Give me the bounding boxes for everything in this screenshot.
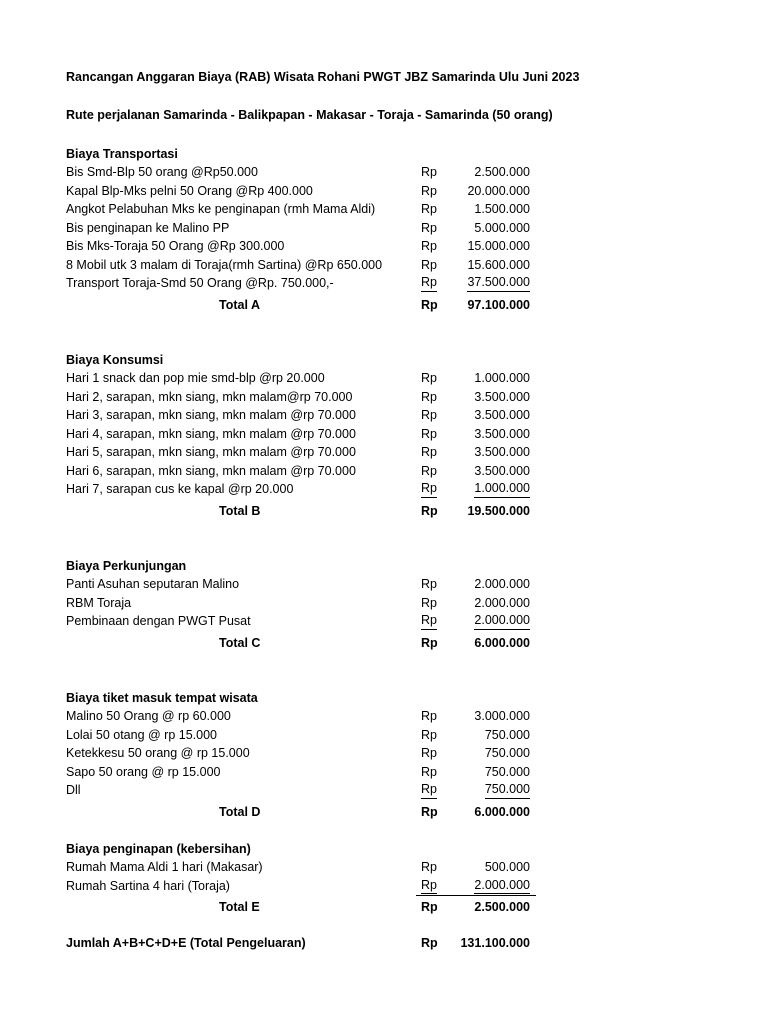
item-label: RBM Toraja — [66, 595, 132, 610]
item-label: Panti Asuhan seputaran Malino — [66, 577, 240, 591]
item-label: Ketekkesu 50 orang @ rp 15.000 — [66, 746, 250, 760]
budget-line-item — [0, 726, 768, 745]
item-currency: Rp — [421, 781, 437, 799]
item-amount: 2.500.000 — [474, 165, 530, 179]
budget-line-item — [0, 877, 768, 896]
item-amount: 750.000 — [484, 746, 530, 760]
section-title: Biaya Transportasi — [66, 147, 178, 161]
item-currency: Rp — [421, 480, 437, 498]
grand-total-label: Jumlah A+B+C+D+E (Total Pengeluaran) — [66, 936, 306, 950]
item-label: Rumah Mama Aldi 1 hari (Makasar) — [66, 860, 263, 874]
item-currency: Rp — [421, 165, 437, 179]
section-total-row — [0, 295, 768, 315]
budget-line-item — [0, 256, 768, 275]
item-currency: Rp — [421, 389, 437, 404]
budget-line-item — [0, 462, 768, 481]
item-amount: 2.000.000 — [474, 877, 530, 895]
item-currency: Rp — [421, 408, 437, 422]
budget-line-item — [0, 182, 768, 201]
item-label: Bis Smd-Blp 50 orang @Rp50.000 — [66, 165, 258, 179]
grand-total-amount: 131.100.000 — [460, 936, 530, 950]
item-amount: 15.000.000 — [467, 239, 530, 253]
budget-line-item — [0, 480, 768, 499]
item-label: 8 Mobil utk 3 malam di Toraja(rmh Sartina) @Rp 650.000 — [66, 257, 383, 272]
total-amount: 2.500.000 — [474, 900, 530, 914]
item-amount: 3.500.000 — [474, 389, 530, 404]
item-label: Rumah Sartina 4 hari (Toraja) — [66, 878, 230, 893]
total-currency: Rp — [421, 635, 438, 650]
item-label: Hari 3, sarapan, mkn siang, mkn malam @rp 70.000 — [66, 408, 356, 422]
item-amount: 500.000 — [484, 860, 530, 874]
item-currency: Rp — [421, 764, 437, 779]
document-title: Rancangan Anggaran Biaya (RAB) Wisata Rohani PWGT JBZ Samarinda Ulu Juni 2023 — [66, 70, 580, 84]
item-currency: Rp — [421, 202, 437, 216]
item-currency: Rp — [421, 274, 437, 292]
item-currency: Rp — [421, 860, 437, 874]
total-separator-line — [416, 895, 536, 896]
item-amount: 750.000 — [484, 727, 530, 742]
total-currency: Rp — [421, 900, 438, 914]
total-currency: Rp — [421, 503, 438, 518]
item-label: Hari 7, sarapan cus ke kapal @rp 20.000 — [66, 482, 294, 496]
item-amount: 3.000.000 — [474, 709, 530, 723]
budget-line-item — [0, 237, 768, 256]
item-currency: Rp — [421, 612, 437, 630]
budget-line-item — [0, 763, 768, 782]
item-label: Dll — [66, 783, 81, 797]
item-amount: 3.500.000 — [474, 408, 530, 422]
item-amount: 3.500.000 — [474, 445, 530, 459]
item-currency: Rp — [421, 746, 437, 760]
section-title: Biaya Konsumsi — [66, 353, 164, 367]
total-amount: 97.100.000 — [467, 297, 530, 312]
budget-line-item — [0, 200, 768, 219]
budget-line-item — [0, 219, 768, 238]
grand-total-currency: Rp — [421, 936, 438, 950]
item-amount: 1.500.000 — [474, 202, 530, 216]
item-currency: Rp — [421, 877, 437, 895]
item-label: Kapal Blp-Mks pelni 50 Orang @Rp 400.000 — [66, 183, 313, 198]
total-amount: 6.000.000 — [474, 635, 530, 650]
total-label: Total B — [219, 503, 261, 518]
total-currency: Rp — [421, 804, 438, 819]
budget-line-item — [0, 425, 768, 444]
total-amount: 6.000.000 — [474, 804, 530, 819]
item-currency: Rp — [421, 709, 437, 723]
budget-line-item — [0, 163, 768, 182]
section-title: Biaya penginapan (kebersihan) — [66, 842, 251, 856]
total-label: Total A — [219, 297, 260, 312]
item-label: Lolai 50 otang @ rp 15.000 — [66, 727, 217, 742]
item-currency: Rp — [421, 183, 437, 198]
budget-line-item — [0, 274, 768, 293]
total-amount: 19.500.000 — [467, 503, 530, 518]
item-amount: 1.000.000 — [474, 480, 530, 498]
budget-line-item — [0, 443, 768, 462]
section-total-row — [0, 802, 768, 822]
item-amount: 15.600.000 — [467, 257, 530, 272]
item-currency: Rp — [421, 257, 437, 272]
section-title: Biaya Perkunjungan — [66, 559, 187, 573]
item-currency: Rp — [421, 220, 437, 235]
item-label: Hari 1 snack dan pop mie smd-blp @rp 20.000 — [66, 371, 325, 385]
budget-line-item — [0, 612, 768, 631]
total-label: Total D — [219, 804, 261, 819]
total-label: Total E — [219, 900, 260, 914]
budget-line-item — [0, 369, 768, 388]
item-amount: 20.000.000 — [467, 183, 530, 198]
budget-line-item — [0, 575, 768, 594]
item-currency: Rp — [421, 445, 437, 459]
item-amount: 750.000 — [485, 781, 530, 799]
budget-line-item — [0, 388, 768, 407]
item-amount: 2.000.000 — [474, 577, 530, 591]
section-total-row — [0, 897, 768, 917]
item-label: Bis Mks-Toraja 50 Orang @Rp 300.000 — [66, 239, 285, 253]
item-label: Angkot Pelabuhan Mks ke penginapan (rmh Mama Aldi) — [66, 202, 376, 216]
item-amount: 750.000 — [484, 764, 530, 779]
item-amount: 3.500.000 — [474, 426, 530, 441]
item-label: Transport Toraja-Smd 50 Orang @Rp. 750.000,- — [66, 276, 334, 290]
item-amount: 37.500.000 — [467, 274, 530, 292]
budget-line-item — [0, 594, 768, 613]
item-label: Hari 2, sarapan, mkn siang, mkn malam@rp 70.000 — [66, 389, 353, 404]
item-amount: 2.000.000 — [474, 612, 530, 630]
section-total-row — [0, 501, 768, 521]
item-label: Bis penginapan ke Malino PP — [66, 220, 230, 235]
item-currency: Rp — [421, 595, 437, 610]
item-label: Pembinaan dengan PWGT Pusat — [66, 614, 251, 628]
budget-line-item — [0, 781, 768, 800]
item-currency: Rp — [421, 463, 437, 478]
section-title: Biaya tiket masuk tempat wisata — [66, 691, 258, 705]
item-label: Sapo 50 orang @ rp 15.000 — [66, 764, 221, 779]
item-label: Hari 4, sarapan, mkn siang, mkn malam @rp 70.000 — [66, 426, 356, 441]
budget-line-item — [0, 744, 768, 763]
item-currency: Rp — [421, 239, 437, 253]
total-label: Total C — [219, 635, 261, 650]
section-total-row — [0, 633, 768, 653]
budget-line-item — [0, 707, 768, 726]
item-amount: 5.000.000 — [474, 220, 530, 235]
route-subtitle: Rute perjalanan Samarinda - Balikpapan - Makasar - Toraja - Samarinda (50 orang) — [66, 108, 553, 122]
item-currency: Rp — [421, 426, 437, 441]
item-label: Hari 6, sarapan, mkn siang, mkn malam @rp 70.000 — [66, 463, 356, 478]
item-currency: Rp — [421, 577, 437, 591]
item-label: Malino 50 Orang @ rp 60.000 — [66, 709, 231, 723]
grand-total-row — [0, 933, 768, 953]
item-amount: 2.000.000 — [474, 595, 530, 610]
budget-line-item — [0, 858, 768, 877]
item-currency: Rp — [421, 371, 437, 385]
item-label: Hari 5, sarapan, mkn siang, mkn malam @rp 70.000 — [66, 445, 356, 459]
item-amount: 1.000.000 — [474, 371, 530, 385]
item-currency: Rp — [421, 727, 437, 742]
budget-line-item — [0, 406, 768, 425]
item-amount: 3.500.000 — [474, 463, 530, 478]
total-currency: Rp — [421, 297, 438, 312]
